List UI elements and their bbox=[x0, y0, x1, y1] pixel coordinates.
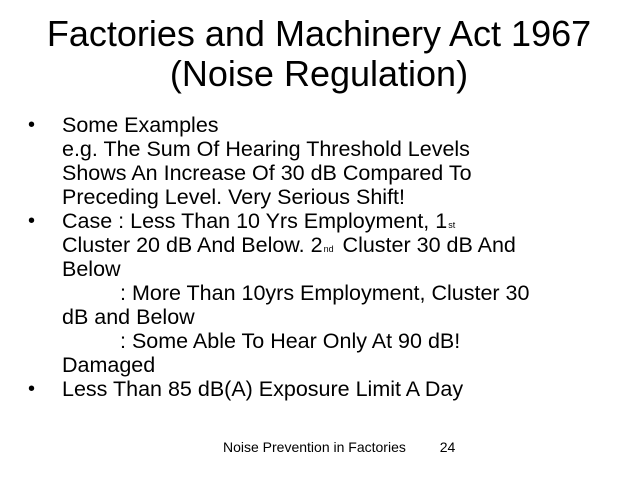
bullet-text: Preceding Level. Very Serious Shift! bbox=[62, 185, 405, 209]
bullet-icon: • bbox=[28, 378, 36, 400]
bullet-text: : More Than 10yrs Employment, Cluster 30 bbox=[120, 281, 530, 305]
bullet-item-case bbox=[28, 209, 618, 377]
bullet-text: Cluster 30 dB And bbox=[336, 233, 516, 257]
bullet-text: Cluster 20 dB And Below. 2 bbox=[62, 233, 323, 257]
bullet-icon: • bbox=[28, 114, 36, 136]
title-line-2: (Noise Regulation) bbox=[169, 53, 469, 94]
bullet-text-line bbox=[62, 233, 618, 257]
footer-text: Noise Prevention in Factories bbox=[223, 439, 406, 455]
bullet-text: Less Than 85 dB(A) Exposure Limit A Day bbox=[62, 377, 464, 401]
bullet-text: Below bbox=[62, 257, 121, 281]
bullet-text: Some Examples bbox=[62, 113, 219, 137]
ordinal-suffix: st bbox=[448, 220, 456, 230]
bullet-text: Case : Less Than 10 Yrs Employment, 1 bbox=[62, 209, 448, 233]
bullet-text: Damaged bbox=[62, 353, 156, 377]
bullet-item-exposure-limit bbox=[28, 377, 618, 401]
ordinal-suffix: nd bbox=[323, 244, 334, 254]
bullet-text: dB and Below bbox=[62, 305, 195, 329]
bullet-item-examples bbox=[28, 113, 618, 209]
slide-footer bbox=[223, 438, 455, 456]
bullet-text: e.g. The Sum Of Hearing Threshold Levels bbox=[62, 137, 470, 161]
title-line-1: Factories and Machinery Act 1967 bbox=[46, 13, 592, 54]
page-number: 24 bbox=[439, 439, 456, 455]
bullet-text: : Some Able To Hear Only At 90 dB! bbox=[120, 329, 461, 353]
slide-title bbox=[0, 14, 638, 94]
bullet-text-line bbox=[62, 209, 618, 233]
bullet-icon: • bbox=[28, 210, 36, 232]
bullet-list bbox=[28, 113, 618, 401]
bullet-text: Shows An Increase Of 30 dB Compared To bbox=[62, 161, 472, 185]
